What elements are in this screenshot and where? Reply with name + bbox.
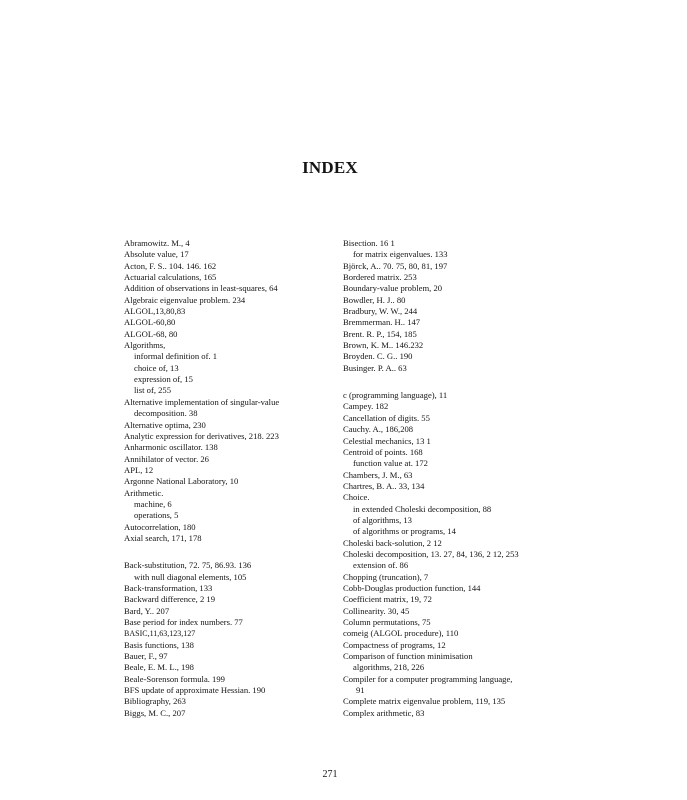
index-entry: Acton, F. S.. 104. 146. 162 — [124, 260, 217, 271]
index-entry: Autocorrelation, 180 — [124, 521, 196, 532]
index-subentry: machine, 6 — [134, 498, 172, 509]
index-subentry: informal definition of. 1 — [134, 351, 218, 362]
index-subentry: extension of. 86 — [353, 560, 409, 571]
index-entry: Absolute value, 17 — [124, 249, 189, 260]
index-entry: ALGOL,13,80,83 — [124, 306, 186, 317]
index-entry: Anharmonic oscillator. 138 — [124, 442, 218, 453]
index-entry: Choice. — [343, 492, 370, 503]
index-entry: APL, 12 — [124, 464, 154, 475]
index-entry: Argonne National Laboratory, 10 — [124, 476, 239, 487]
index-entry: Businger. P. A.. 63 — [343, 362, 407, 373]
index-subentry: 91 — [356, 685, 365, 696]
index-subentry: algorithms, 218, 226 — [353, 662, 425, 673]
index-entry: Backward difference, 2 19 — [124, 594, 215, 605]
index-entry: Bordered matrix. 253 — [343, 272, 417, 283]
index-entry: Cauchy. A., 186,208 — [343, 424, 414, 435]
index-entry: BFS update of approximate Hessian. 190 — [124, 685, 266, 696]
index-entry: c (programming language), 11 — [343, 390, 448, 401]
index-entry: Actuarial calculations, 165 — [124, 272, 217, 283]
index-entry: Broyden. C. G.. 190 — [343, 351, 413, 362]
index-subentry: function value at. 172 — [353, 458, 428, 469]
index-entry: Abramowitz. M., 4 — [124, 238, 190, 248]
index-entry: Beale-Sorenson formula. 199 — [124, 673, 225, 684]
index-entry: BASIC,11,63,123,127 — [124, 629, 196, 639]
index-entry: Analytic expression for derivatives, 218. 223 — [124, 430, 279, 441]
index-entry: Chambers, J. M., 63 — [343, 469, 413, 480]
index-entry: Bremmerman. H.. 147 — [343, 317, 421, 328]
index-entry: Coefficient matrix, 19, 72 — [343, 594, 432, 605]
index-entry: Celestial mechanics, 13 1 — [343, 435, 431, 446]
index-entry: Campey. 182 — [343, 401, 389, 412]
index-entry: ALGOL-60,80 — [124, 317, 176, 328]
index-entry: Bisection. 16 1 — [343, 238, 395, 248]
index-entry: Bradbury, W. W., 244 — [343, 306, 418, 317]
index-entry: Choleski decomposition, 13. 27, 84, 136, 2 12, 253 — [343, 548, 519, 559]
index-entry: Arithmetic. — [124, 487, 164, 498]
index-entry: Björck, A.. 70. 75, 80, 81, 197 — [343, 260, 448, 271]
index-subentry: expression of, 15 — [134, 374, 193, 385]
index-subentry: of algorithms, 13 — [353, 514, 412, 525]
index-entry: Alternative optima, 230 — [124, 419, 206, 430]
index-entry: Back-substitution, 72. 75, 86.93. 136 — [124, 560, 252, 571]
index-entry: Brown, K. M.. 146.232 — [343, 340, 424, 351]
index-entry: Bauer, F., 97 — [124, 651, 168, 662]
section-gap — [124, 544, 334, 560]
index-entry: Complex arithmetic, 83 — [343, 707, 425, 718]
index-entry: Back-transformation, 133 — [124, 582, 213, 593]
index-entry: Brent. R. P., 154, 185 — [343, 328, 417, 339]
index-entry: Biggs, M. C., 207 — [124, 707, 186, 718]
index-entry: Annihilator of vector. 26 — [124, 453, 209, 464]
index-entry: Bowdler, H. J.. 80 — [343, 294, 406, 305]
index-entry: Base period for index numbers. 77 — [124, 617, 243, 627]
index-entry: Bard, Y.. 207 — [124, 605, 170, 616]
index-entry: Alternative implementation of singular-value decomposition. 38 — [124, 396, 280, 419]
index-entry: Cobb-Douglas production function, 144 — [343, 582, 481, 593]
index-entry: Axial search, 171, 178 — [124, 532, 202, 543]
index-entry: Algorithms, — [124, 340, 166, 351]
index-subentry: in extended Choleski decomposition, 88 — [353, 503, 492, 514]
index-subentry: of algorithms or programs, 14 — [353, 526, 456, 537]
index-entry: Beale, E. M. L., 198 — [124, 662, 194, 673]
index-entry: Complete matrix eigenvalue problem, 119, 135 — [343, 696, 506, 707]
index-entry: Addition of observations in least-squares, 64 — [124, 283, 278, 294]
index-entry: Compactness of programs, 12 — [343, 639, 446, 650]
index-entry: Boundary-value problem, 20 — [343, 283, 443, 294]
index-column-right — [343, 238, 543, 719]
index-entry: Chartres, B. A.. 33, 134 — [343, 480, 425, 491]
index-entry: Cancellation of digits. 55 — [343, 412, 430, 423]
index-subentry: list of, 255 — [134, 385, 172, 396]
index-entry: Chopping (truncation), 7 — [343, 571, 429, 582]
index-entry: Centroid of points. 168 — [343, 446, 423, 457]
index-entry: Algebraic eigenvalue problem. 234 — [124, 294, 246, 305]
index-entry: Collinearity. 30, 45 — [343, 605, 410, 616]
index-subentry: for matrix eigenvalues. 133 — [353, 249, 448, 260]
index-entry: Column permutations, 75 — [343, 617, 431, 627]
index-entry: comeig (ALGOL procedure), 110 — [343, 628, 459, 639]
index-column-left — [124, 238, 334, 719]
index-entry: Basis functions, 138 — [124, 639, 194, 650]
index-subentry: operations, 5 — [134, 510, 179, 521]
index-subentry: with null diagonal elements, 105 — [134, 571, 247, 582]
index-subentry: choice of, 13 — [134, 362, 179, 373]
index-entry: Choleski back-solution, 2 12 — [343, 537, 442, 548]
page-number: 271 — [322, 769, 338, 780]
page-title: INDEX — [302, 158, 358, 177]
index-entry: Bibliography, 263 — [124, 696, 186, 707]
index-entry: Compiler for a computer programming language, — [343, 673, 513, 684]
section-gap — [343, 374, 543, 390]
index-entry: ALGOL-68, 80 — [124, 328, 178, 339]
index-entry: Comparison of function minimisation — [343, 651, 473, 662]
